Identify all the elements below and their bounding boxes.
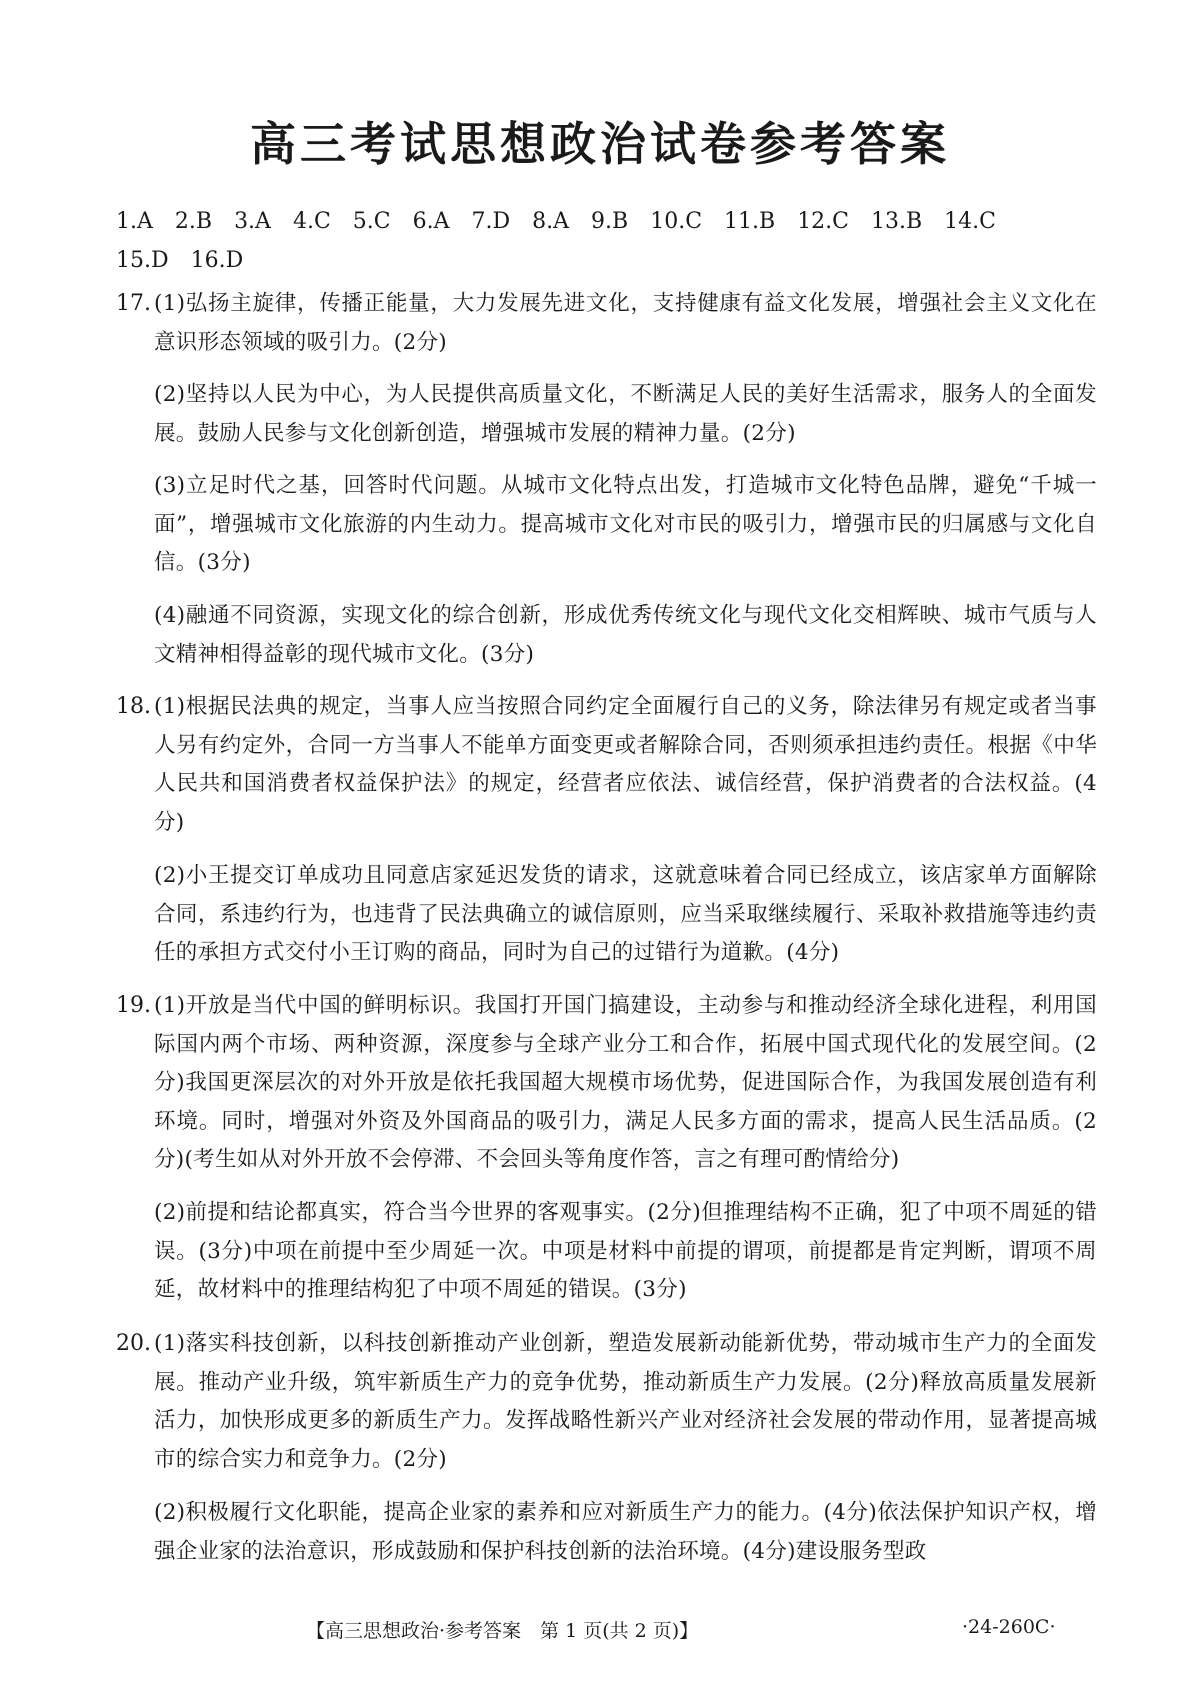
mc-answers-line-2 [116, 246, 1116, 276]
answer-part: (1)根据民法典的规定，当事人应当按照合同约定全面履行自己的义务，除法律另有规定或者当事人另有约定外，合同一方当事人不能单方面变更或者解除合同，否则须承担违约责任。根据《中华人民共和国消费者权益保护法》的规定，经营者应依法、诚信经营，保护消费者的合法权益。(4分) [154, 694, 1097, 835]
answer-part: (1)落实科技创新，以科技创新推动产业创新，塑造发展新动能新优势，带动城市生产力的全面发展。推动产业升级，筑牢新质生产力的竞争优势，推动新质生产力发展。(2分)释放高质量发展新活力，加快形成更多的新质生产力。发挥战略性新兴产业对经济社会发展的带动作用，显著提高城市的综合实力和竞争力。(2分) [154, 1331, 1097, 1472]
mc-answer: 15.D [116, 248, 169, 273]
question-number: 18. [116, 694, 151, 719]
mc-answer: 6.A [412, 209, 450, 234]
footer-code: ·24-260C· [962, 1616, 1056, 1638]
answer-part: (4)融通不同资源，实现文化的综合创新，形成优秀传统文化与现代文化交相辉映、城市气质与人文精神相得益彰的现代城市文化。(3分) [154, 603, 1097, 667]
mc-answer: 7.D [471, 209, 511, 234]
answer-part: (1)弘扬主旋律，传播正能量，大力发展先进文化，支持健康有益文化发展，增强社会主义文化在意识形态领域的吸引力。(2分) [154, 291, 1097, 355]
mc-answer: 8.A [532, 209, 570, 234]
mc-answer: 9.B [591, 209, 629, 234]
answer-part: (2)坚持以人民为中心，为人民提供高质量文化，不断满足人民的美好生活需求，服务人的全面发展。鼓励人民参与文化创新创造，增强城市发展的精神力量。(2分) [154, 382, 1097, 446]
question-number: 20. [116, 1331, 151, 1356]
mc-answer: 16.D [190, 248, 244, 273]
page-title: 高三考试思想政治试卷参考答案 [250, 117, 950, 171]
mc-answer: 2.B [174, 209, 213, 234]
mc-answer: 4.C [292, 209, 331, 234]
footer-page-info: 【高三思想政治·参考答案 第 1 页(共 2 页)】 [306, 1620, 699, 1642]
mc-answer: 3.A [234, 209, 271, 234]
answer-part: (1)开放是当代中国的鲜明标识。我国打开国门搞建设，主动参与和推动经济全球化进程，利用国际国内两个市场、两种资源，深度参与全球产业分工和合作，拓展中国式现代化的发展空间。(2分)我国更深层次的对外开放是依托我国超大规模市场优势，促进国际合作，为我国发展创造有利环境。同时，增强对外资及外国商品的吸引力，满足人民多方面的需求，提高人民生活品质。(2分)(考生如从对外开放不会停滞、不会回头等角度作答，言之有理可酌情给分) [154, 993, 1097, 1172]
answer-part: (2)积极履行文化职能，提高企业家的素养和应对新质生产力的能力。(4分)依法保护知识产权，增强企业家的法治意识，形成鼓励和保护科技创新的法治环境。(4分)建设服务型政 [154, 1500, 1097, 1564]
answer-part: (2)小王提交订单成功且同意店家延迟发货的请求，这就意味着合同已经成立，该店家单方面解除合同，系违约行为，也违背了民法典确立的诚信原则，应当采取继续履行、采取补救措施等违约责任的承担方式交付小王订购的商品，同时为自己的过错行为道歉。(4分) [154, 863, 1097, 965]
question-number: 19. [116, 993, 151, 1018]
mc-answer: 5.C [352, 209, 391, 234]
mc-answer: 12.C [797, 209, 850, 234]
mc-answer: 13.B [871, 209, 923, 234]
mc-answer: 14.C [944, 209, 996, 234]
mc-answer: 1.A [116, 209, 153, 234]
answer-part: (3)立足时代之基，回答时代问题。从城市文化特点出发，打造城市文化特色品牌，避免“千城一面”，增强城市文化旅游的内生动力。提高城市文化对市民的吸引力，增强市民的归属感与文化自信。(3分) [154, 473, 1097, 575]
question-number: 17. [116, 291, 151, 316]
mc-answers-line-1 [116, 207, 1116, 237]
answer-part: (2)前提和结论都真实，符合当今世界的客观事实。(2分)但推理结构不正确，犯了中项不周延的错误。(3分)中项在前提中至少周延一次。中项是材料中前提的谓项，前提都是肯定判断，谓项不周延，故材料中的推理结构犯了中项不周延的错误。(3分) [154, 1200, 1097, 1302]
mc-answer: 11.B [724, 209, 776, 234]
mc-answer: 10.C [650, 209, 703, 234]
